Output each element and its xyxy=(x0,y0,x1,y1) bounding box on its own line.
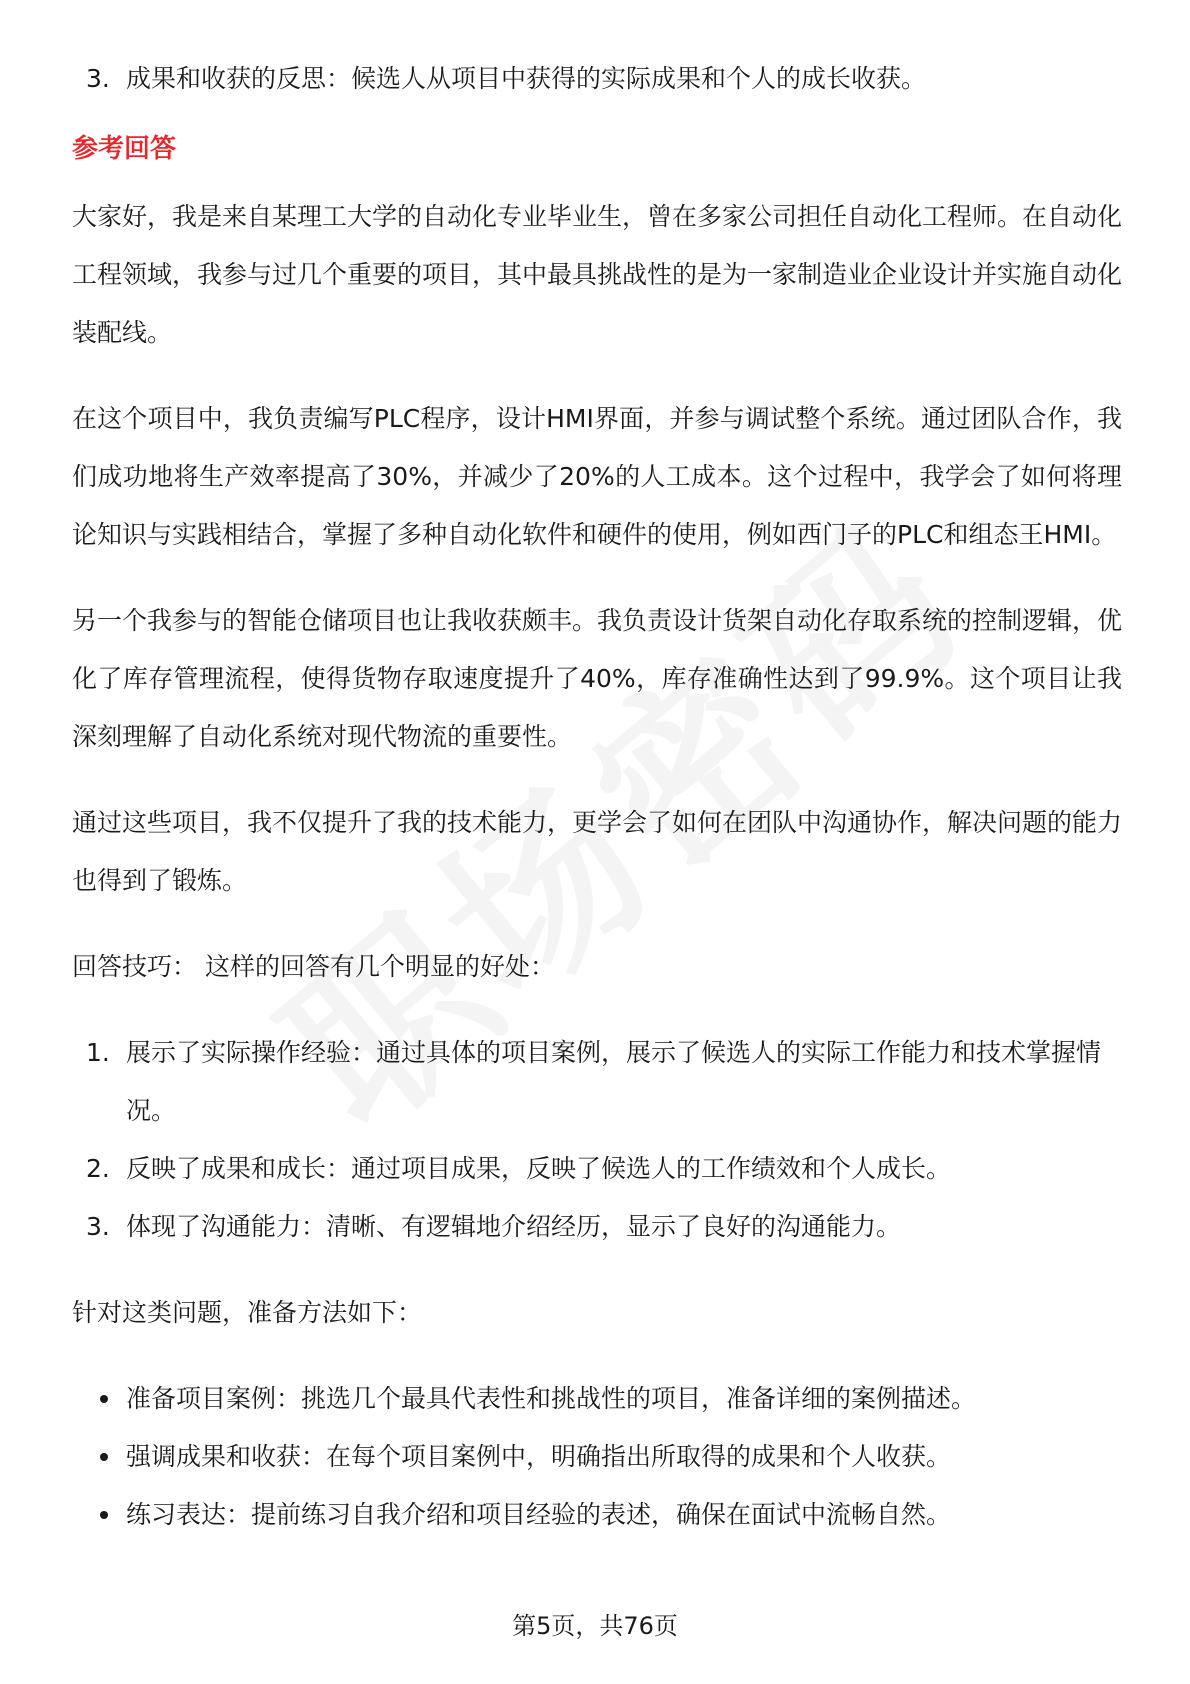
answer-paragraph: 大家好，我是来自某理工大学的自动化专业毕业生，曾在多家公司担任自动化工程师。在自动化工程领域，我参与过几个重要的项目，其中最具挑战性的是为一家制造业企业设计并实施自动化装配线。 xyxy=(72,202,1123,347)
list-number: 2. xyxy=(86,1154,110,1183)
section-heading: 参考回答 xyxy=(72,134,177,164)
bullet-icon xyxy=(100,1511,108,1519)
list-item-text: 体现了沟通能力：清晰、有逻辑地介绍经历，显示了良好的沟通能力。 xyxy=(126,1212,902,1241)
prep-list-item xyxy=(72,1428,1122,1486)
list-item-text: 成果和收获的反思：候选人从项目中获得的实际成果和个人的成长收获。 xyxy=(126,64,927,93)
list-item-text: 准备项目案例：挑选几个最具代表性和挑战性的项目，准备详细的案例描述。 xyxy=(126,1384,977,1413)
list-item-text: 强调成果和收获：在每个项目案例中，明确指出所取得的成果和个人收获。 xyxy=(126,1442,952,1471)
answer-paragraph: 在这个项目中，我负责编写PLC程序，设计HMI界面，并参与调试整个系统。通过团队合作，我们成功地将生产效率提高了30%，并减少了20%的人工成本。这个过程中，我学会了如何将理论知识与实践相结合，掌握了多种自动化软件和硬件的使用，例如西门子的PLC和组态王HMI。 xyxy=(72,404,1122,549)
answer-paragraph: 通过这些项目，我不仅提升了我的技术能力，更学会了如何在团队中沟通协作，解决问题的能力也得到了锻炼。 xyxy=(72,808,1123,895)
tips-list-item xyxy=(72,1140,1122,1198)
page-number: 第5页，共76页 xyxy=(512,1612,678,1640)
criteria-list-item xyxy=(72,50,1122,108)
tips-list-item xyxy=(72,1198,1122,1256)
tips-intro: 回答技巧： 这样的回答有几个明显的好处： xyxy=(72,952,555,981)
list-item-text: 练习表达：提前练习自我介绍和项目经验的表述，确保在面试中流畅自然。 xyxy=(126,1500,952,1529)
prep-list-item xyxy=(72,1486,1122,1544)
answer-paragraph: 另一个我参与的智能仓储项目也让我收获颇丰。我负责设计货架自动化存取系统的控制逻辑，优化了库存管理流程，使得货物存取速度提升了40%，库存准确性达到了99.9%。这个项目让我深刻理解了自动化系统对现代物流的重要性。 xyxy=(72,606,1123,751)
tips-list-item xyxy=(72,1024,1122,1140)
list-item-text: 反映了成果和成长：通过项目成果，反映了候选人的工作绩效和个人成长。 xyxy=(126,1154,952,1183)
tips-list xyxy=(72,1024,1122,1256)
list-number: 3. xyxy=(86,1212,110,1241)
list-item-text: 展示了实际操作经验：通过具体的项目案例，展示了候选人的实际工作能力和技术掌握情况。 xyxy=(126,1038,1102,1125)
list-number: 3. xyxy=(86,64,110,93)
prep-list-item xyxy=(72,1370,1122,1428)
bullet-icon xyxy=(100,1453,108,1461)
prep-intro: 针对这类问题，准备方法如下： xyxy=(72,1298,423,1327)
page-content xyxy=(72,50,1122,1572)
bullet-icon xyxy=(100,1395,108,1403)
prep-list xyxy=(72,1370,1122,1544)
list-number: 1. xyxy=(86,1038,110,1067)
